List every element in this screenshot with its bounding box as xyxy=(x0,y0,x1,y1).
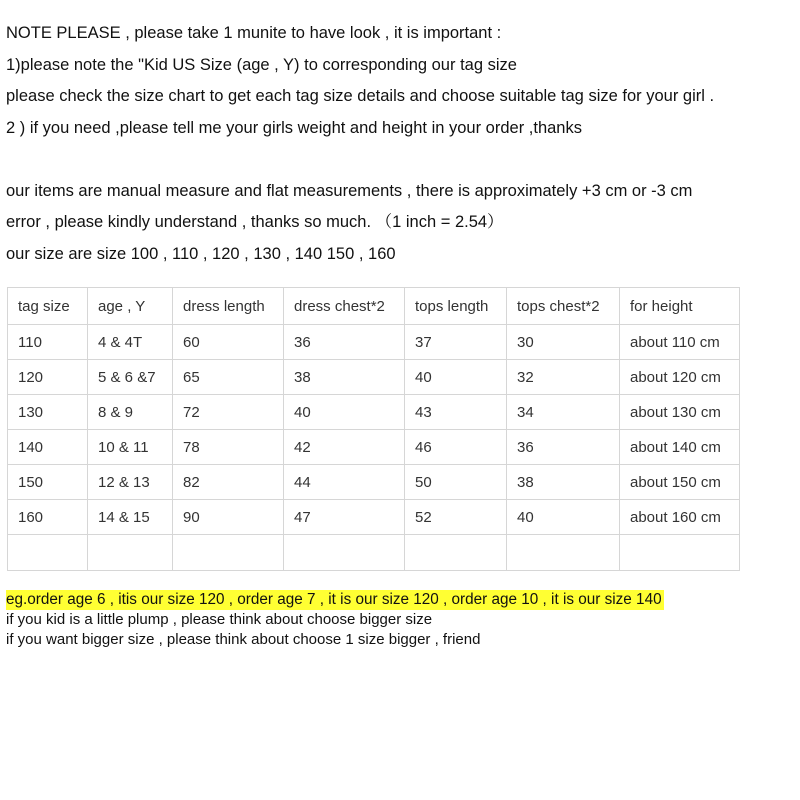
table-cell: 82 xyxy=(173,465,284,500)
table-cell: 52 xyxy=(405,500,507,535)
footer-notes xyxy=(6,590,664,650)
table-cell: 78 xyxy=(173,430,284,465)
table-cell: 10 & 11 xyxy=(88,430,173,465)
table-cell: 72 xyxy=(173,395,284,430)
table-row xyxy=(8,465,740,500)
table-cell-empty xyxy=(507,535,620,571)
table-cell: 14 & 15 xyxy=(88,500,173,535)
table-cell: 140 xyxy=(8,430,88,465)
note-heading: NOTE PLEASE , please take 1 munite to have look , it is important : xyxy=(6,24,502,42)
table-cell: 34 xyxy=(507,395,620,430)
table-row xyxy=(8,395,740,430)
table-cell: 47 xyxy=(284,500,405,535)
table-cell-empty xyxy=(8,535,88,571)
table-cell: about 160 cm xyxy=(620,500,740,535)
table-cell: 42 xyxy=(284,430,405,465)
table-cell-empty xyxy=(284,535,405,571)
measurement-note-1: our items are manual measure and flat measurements , there is approximately +3 cm or -3 cm xyxy=(6,181,693,200)
table-cell: 40 xyxy=(507,500,620,535)
table-cell: 65 xyxy=(173,360,284,395)
table-cell: 43 xyxy=(405,395,507,430)
column-header: tag size xyxy=(8,288,88,325)
table-header-row xyxy=(8,288,740,325)
column-header: for height xyxy=(620,288,740,325)
table-cell: 110 xyxy=(8,325,88,360)
table-cell: 150 xyxy=(8,465,88,500)
column-header: tops chest*2 xyxy=(507,288,620,325)
table-cell: 44 xyxy=(284,465,405,500)
table-cell: 130 xyxy=(8,395,88,430)
table-row xyxy=(8,500,740,535)
table-cell: about 120 cm xyxy=(620,360,740,395)
example-line xyxy=(6,590,664,610)
table-cell: about 140 cm xyxy=(620,430,740,465)
table-row xyxy=(8,360,740,395)
table-cell-empty xyxy=(173,535,284,571)
table-cell: 120 xyxy=(8,360,88,395)
table-cell-empty xyxy=(405,535,507,571)
size-chart-table xyxy=(7,287,740,571)
table-cell: 50 xyxy=(405,465,507,500)
column-header: dress length xyxy=(173,288,284,325)
table-cell: 8 & 9 xyxy=(88,395,173,430)
table-cell-empty xyxy=(620,535,740,571)
table-cell: 38 xyxy=(284,360,405,395)
plump-note: if you kid is a little plump , please think about choose bigger size xyxy=(6,611,433,628)
measurement-note-2: error , please kindly understand , thanks so much. （1 inch = 2.54） xyxy=(6,213,504,231)
table-row xyxy=(8,325,740,360)
bigger-size-note: if you want bigger size , please think about choose 1 size bigger , friend xyxy=(6,631,481,648)
note-line-3: 2 ) if you need ,please tell me your girls weight and height in your order ,thanks xyxy=(6,118,582,137)
table-cell: 30 xyxy=(507,325,620,360)
table-cell: 90 xyxy=(173,500,284,535)
table-cell: 36 xyxy=(284,325,405,360)
table-cell: 12 & 13 xyxy=(88,465,173,500)
example-highlight: eg.order age 6 , itis our size 120 , order age 7 , it is our size 120 , order age 10 , it is our size 140 xyxy=(6,591,662,608)
table-cell: 38 xyxy=(507,465,620,500)
table-cell: 46 xyxy=(405,430,507,465)
table-cell-empty xyxy=(88,535,173,571)
column-header: dress chest*2 xyxy=(284,288,405,325)
intro-notes xyxy=(6,18,796,270)
table-cell: 4 & 4T xyxy=(88,325,173,360)
table-cell: 40 xyxy=(405,360,507,395)
table-cell: 40 xyxy=(284,395,405,430)
column-header: tops length xyxy=(405,288,507,325)
available-sizes: our size are size 100 , 110 , 120 , 130 , 140 150 , 160 xyxy=(6,244,396,263)
table-cell: about 150 cm xyxy=(620,465,740,500)
table-cell: 37 xyxy=(405,325,507,360)
table-cell: about 110 cm xyxy=(620,325,740,360)
table-cell: 32 xyxy=(507,360,620,395)
table-cell: 160 xyxy=(8,500,88,535)
table-row xyxy=(8,430,740,465)
table-row-empty xyxy=(8,535,740,571)
table-cell: 5 & 6 &7 xyxy=(88,360,173,395)
table-cell: 60 xyxy=(173,325,284,360)
note-line-2: please check the size chart to get each tag size details and choose suitable tag size for your girl . xyxy=(6,87,715,105)
column-header: age , Y xyxy=(88,288,173,325)
note-line-1: 1)please note the "Kid US Size (age , Y) to corresponding our tag size xyxy=(6,55,517,74)
spacer xyxy=(6,144,796,176)
table-cell: about 130 cm xyxy=(620,395,740,430)
table-cell: 36 xyxy=(507,430,620,465)
